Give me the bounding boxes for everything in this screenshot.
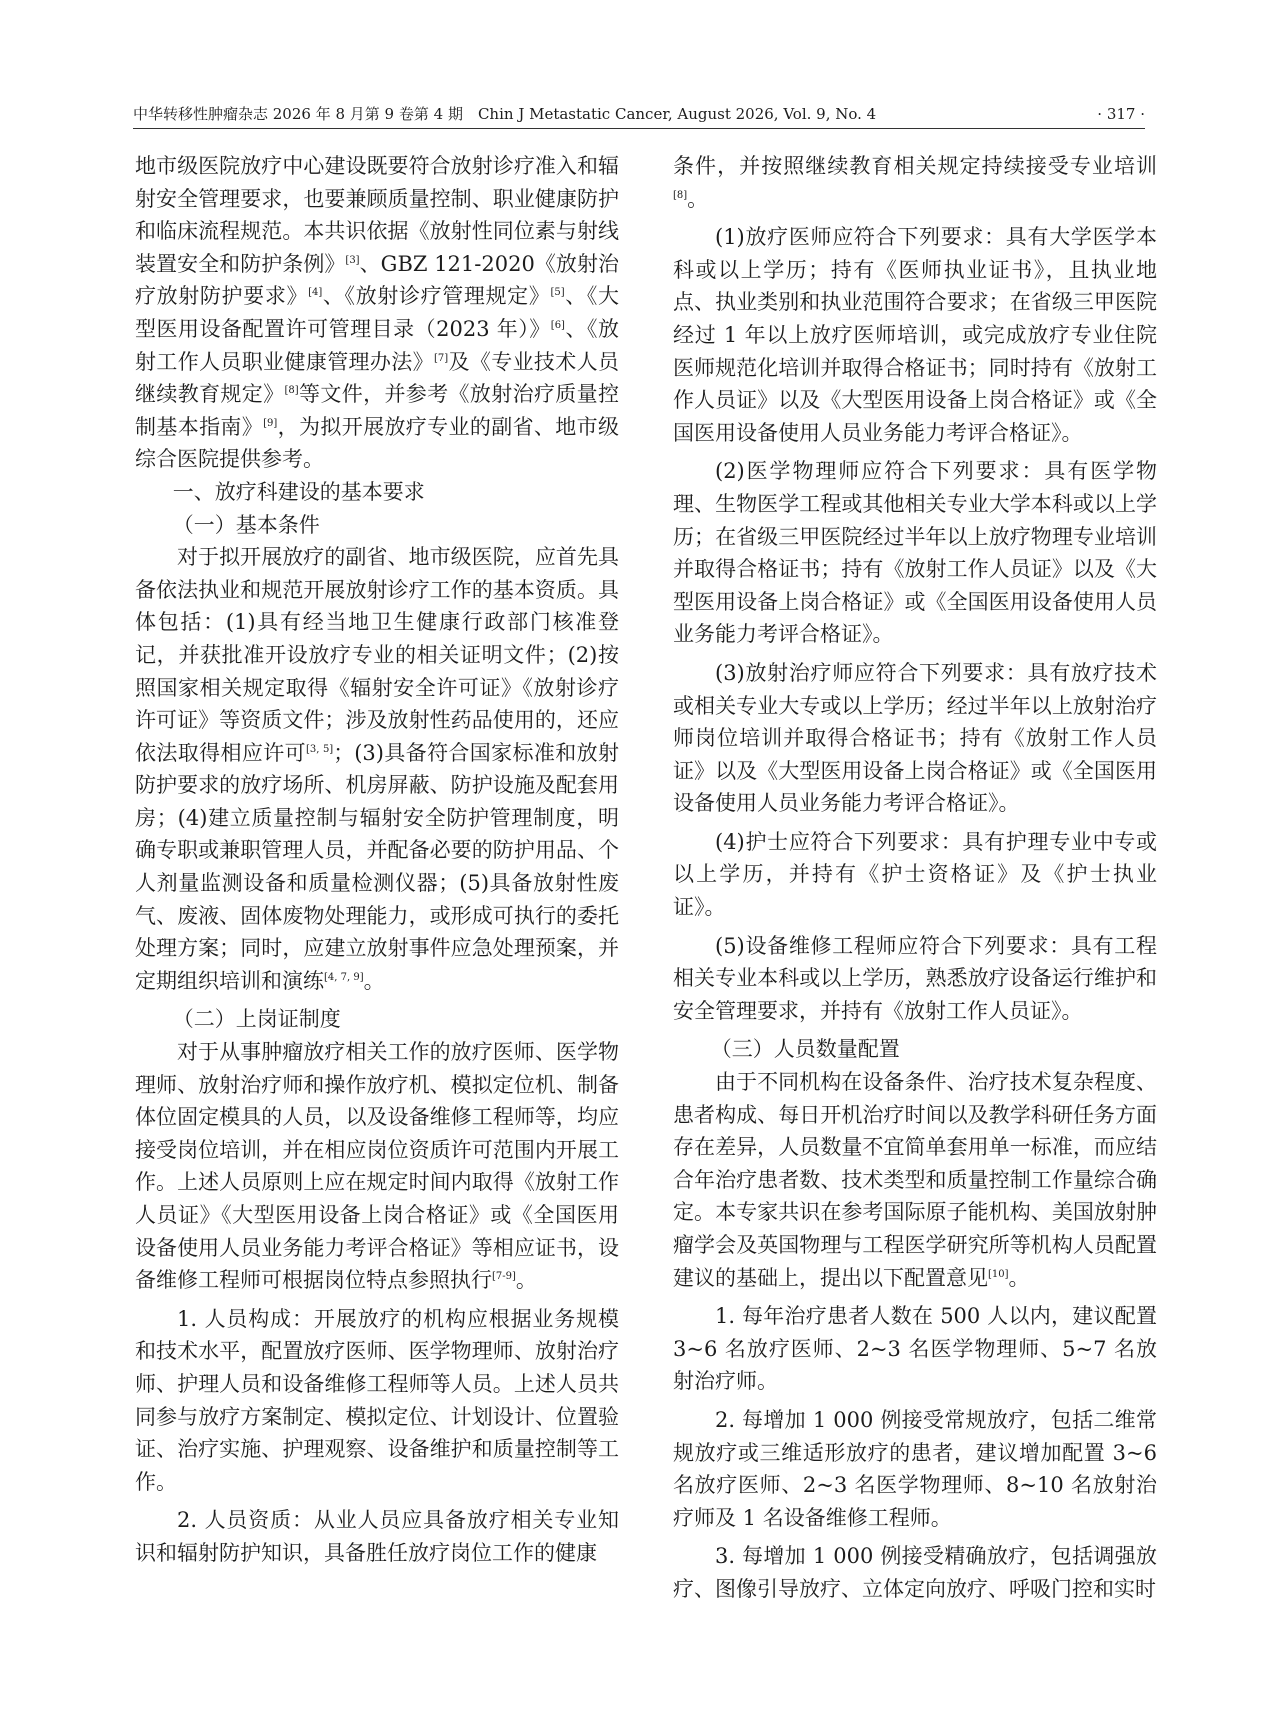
left-column — [135, 150, 619, 1570]
reference-mark[interactable]: [3] — [345, 254, 360, 266]
reference-mark[interactable]: [6] — [550, 319, 565, 331]
subsection-heading: （一）基本条件 — [172, 512, 320, 537]
paragraph: 2. 每增加 1 000 例接受常规放疗，包括二维常规放疗或三维适形放疗的患者，建议增加配置 3~6 名放疗医师、2~3 名医学物理师、8~10 名放射治疗师及 1 名设备维修工程师。 — [673, 1407, 1157, 1530]
paragraph: 对于拟开展放疗的副省、地市级医院，应首先具备依法执业和规范开展放射诊疗工作的基本资质。具体包括：(1)具有经当地卫生健康行政部门核准登记，并获批准开设放疗专业的相关证明文件；(2)按照国家相关规定取得《辐射安全许可证》《放射诊疗许可证》等资质文件；涉及放射性药品使用的，还应依法取得相应许可[3, 5]；(3)具备符合国家标准和放射防护要求的放疗场所、机房屏蔽、防护设施及配套用房；(4)建立质量控制与辐射安全防护管理制度，明确专职或兼职管理人员，并配备必要的防护用品、个人剂量监测设备和质量检测仪器；(5)具备放射性废气、废液、固体废物处理能力，或形成可执行的委托处理方案；同时，应建立放射事件应急处理预案，并定期组织培训和演练[4, 7, 9]。 — [135, 545, 620, 993]
paragraph: (5)设备维修工程师应符合下列要求：具有工程相关专业本科或以上学历，熟悉放疗设备运行维护和安全管理要求，并持有《放射工作人员证》。 — [673, 933, 1157, 1023]
paragraph: 1. 每年治疗患者人数在 500 人以内，建议配置 3~6 名放疗医师、2~3 名医学物理师、5~7 名放射治疗师。 — [673, 1304, 1157, 1394]
subsection-heading: （三）人员数量配置 — [710, 1037, 900, 1062]
paragraph: 由于不同机构在设备条件、治疗技术复杂程度、患者构成、每日开机治疗时间以及教学科研任务方面存在差异，人员数量不宜简单套用单一标准，而应结合年治疗患者数、技术类型和质量控制工作量综合确定。本专家共识在参考国际原子能机构、美国放射肿瘤学会及英国物理与工程医学研究所等机构人员配置建议的基础上，提出以下配置意见[10]。 — [673, 1070, 1157, 1290]
subsection-heading: （二）上岗证制度 — [172, 1007, 341, 1032]
paragraph: 2. 人员资质：从业人员应具备放疗相关专业知识和辐射防护知识，具备胜任放疗岗位工作的健康 — [135, 1508, 619, 1565]
reference-mark[interactable]: [4, 7, 9] — [324, 971, 364, 983]
header-rule — [133, 128, 1145, 129]
page-number: · 317 · — [1097, 105, 1145, 123]
right-column — [673, 150, 1157, 1606]
reference-mark[interactable]: [10] — [988, 1268, 1009, 1280]
reference-mark[interactable]: [4] — [308, 287, 323, 299]
reference-mark[interactable]: [9] — [263, 417, 278, 429]
paragraph: 1. 人员构成：开展放疗的机构应根据业务规模和技术水平，配置放疗医师、医学物理师、放射治疗师、护理人员和设备维修工程师等人员。上述人员共同参与放疗方案制定、模拟定位、计划设计、位置验证、治疗实施、护理观察、设备维护和质量控制等工作。 — [135, 1306, 619, 1494]
paragraph: (3)放射治疗师应符合下列要求：具有放疗技术或相关专业大专或以上学历；经过半年以上放射治疗师岗位培训并取得合格证书；持有《放射工作人员证》以及《大型医用设备上岗合格证》或《全国医用设备使用人员业务能力考评合格证》。 — [673, 660, 1157, 816]
paragraph: 3. 每增加 1 000 例接受精确放疗，包括调强放疗、图像引导放疗、立体定向放疗、呼吸门控和实时 — [673, 1544, 1157, 1601]
paragraph: (4)护士应符合下列要求：具有护理专业中专或以上学历，并持有《护士资格证》及《护士执业证》。 — [673, 829, 1157, 920]
running-header — [133, 100, 1145, 128]
paragraph: (1)放疗医师应符合下列要求：具有大学医学本科或以上学历；持有《医师执业证书》，且执业地点、执业类别和执业范围符合要求；在省级三甲医院经过 1 年以上放疗医师培训，或完成放疗专业住院医师规范化培训并取得合格证书；同时持有《放射工作人员证》以及《大型医用设备上岗合格证》或《全国医用设备使用人员业务能力考评合格证》。 — [673, 225, 1157, 445]
reference-mark[interactable]: [8] — [284, 385, 299, 397]
reference-mark[interactable]: [3, 5] — [305, 743, 334, 755]
paragraph: (2)医学物理师应符合下列要求：具有医学物理、生物医学工程或其他相关专业大学本科或以上学历；在省级三甲医院经过半年以上放疗物理专业培训并取得合格证书；持有《放射工作人员证》以及《大型医用设备上岗合格证》或《全国医用设备使用人员业务能力考评合格证》。 — [673, 459, 1157, 647]
reference-mark[interactable]: [7-9] — [492, 1271, 516, 1283]
reference-mark[interactable]: [8] — [673, 189, 688, 201]
reference-mark[interactable]: [5] — [550, 287, 565, 299]
journal-citation: 中华转移性肿瘤杂志 2026 年 8 月第 9 卷第 4 期 Chin J Metastatic Cancer, August 2026, Vol. 9, No. 4 — [133, 105, 877, 123]
paragraph: 地市级医院放疗中心建设既要符合放射诊疗准入和辐射安全管理要求，也要兼顾质量控制、职业健康防护和临床流程规范。本共识依据《放射性同位素与射线装置安全和防护条例》[3]、GBZ 121-2020《放射治疗放射防护要求》[4]、《放射诊疗管理规定》[5]、《大型医用设备配置许可管理目录（2023 年）》[6]、《放射工作人员职业健康管理办法》[7]及《专业技术人员继续教育规定》[8]等文件，并参考《放射治疗质量控制基本指南》[9]，为拟开展放疗专业的副省、地市级综合医院提供参考。 — [135, 154, 620, 472]
paragraph: 对于从事肿瘤放疗相关工作的放疗医师、医学物理师、放射治疗师和操作放疗机、模拟定位机、制备体位固定模具的人员，以及设备维修工程师等，均应接受岗位培训，并在相应岗位资质许可范围内开展工作。上述人员原则上应在规定时间内取得《放射工作人员证》《大型医用设备上岗合格证》或《全国医用设备使用人员业务能力考评合格证》等相应证书，设备维修工程师可根据岗位特点参照执行[7-9]。 — [135, 1040, 619, 1293]
paragraph: 条件，并按照继续教育相关规定持续接受专业培训[8]。 — [673, 154, 1157, 211]
reference-mark[interactable]: [7] — [433, 352, 449, 364]
section-heading: 一、放疗科建设的基本要求 — [172, 479, 425, 504]
